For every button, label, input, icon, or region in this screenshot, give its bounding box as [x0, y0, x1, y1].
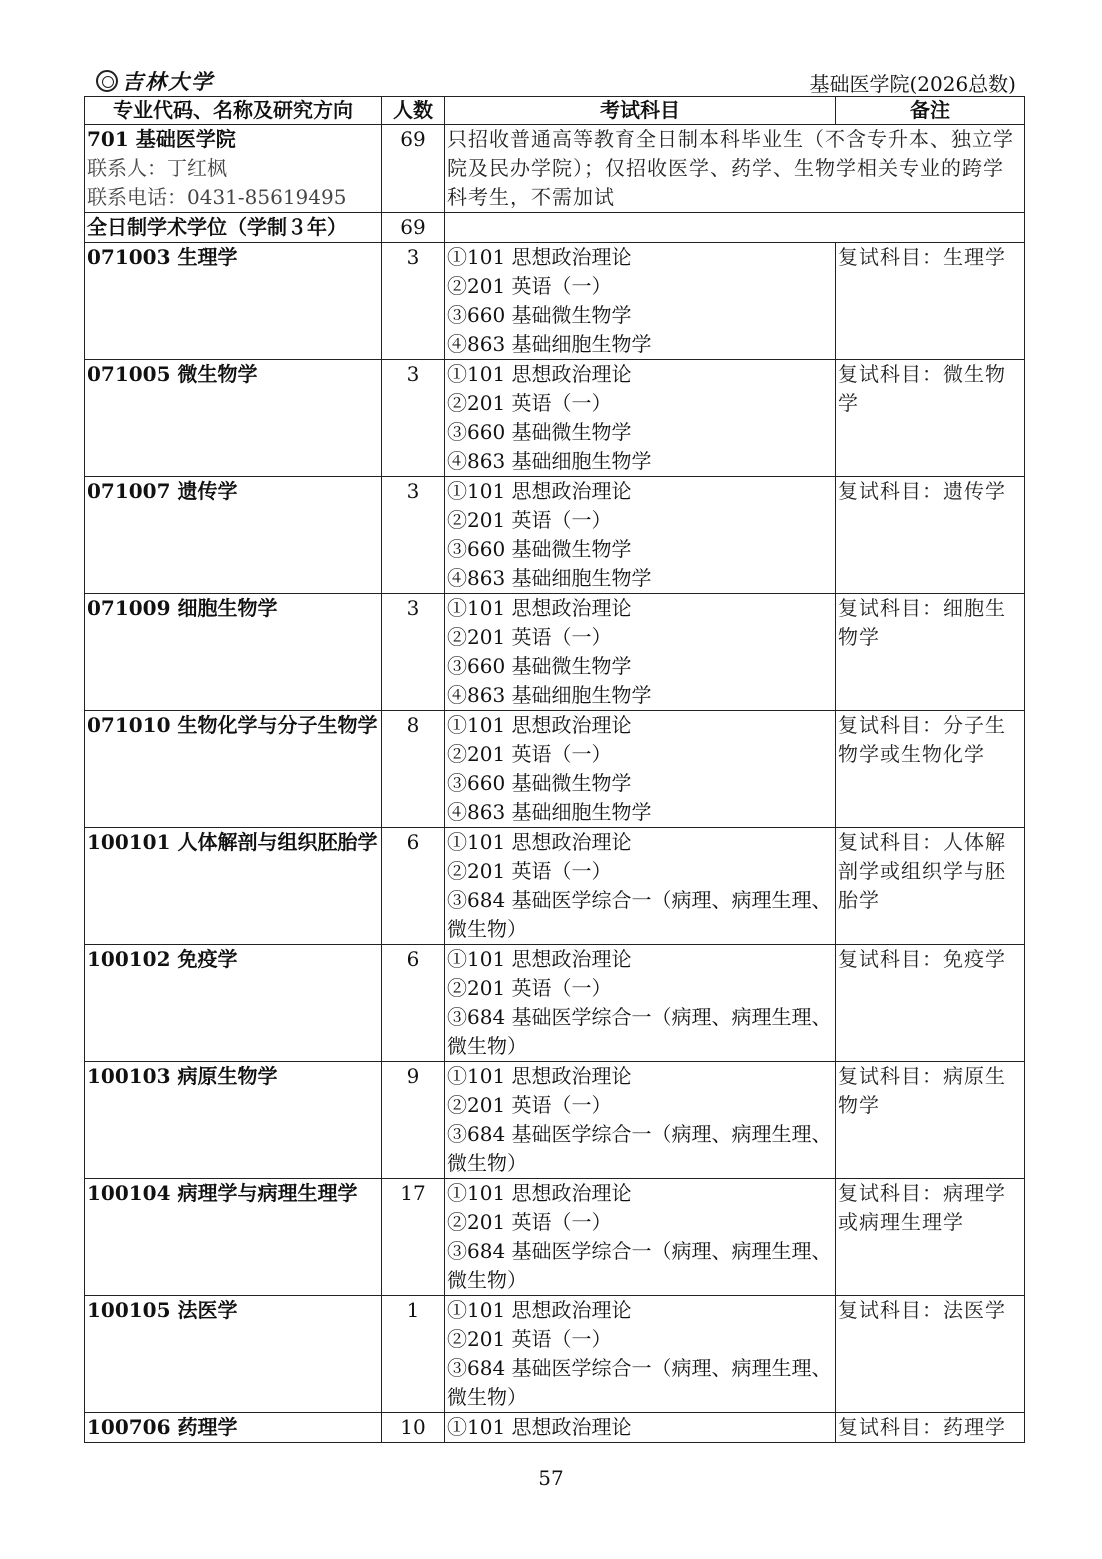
header-remark: 备注 [836, 97, 1025, 125]
college-title: 基础医学院(2026总数) [809, 72, 1016, 96]
exam-subject-item: ②201 英语（一） [447, 274, 612, 298]
logo-text: 吉林大学 [122, 69, 214, 94]
page-header [84, 66, 1018, 96]
exam-subject-item: ②201 英语（一） [447, 625, 612, 649]
exam-subject-item: ③660 基础微生物学 [447, 771, 632, 795]
exam-subjects [445, 360, 836, 477]
exam-subjects [445, 594, 836, 711]
major-code-name: 100105 法医学 [85, 1296, 382, 1413]
university-logo [96, 68, 214, 94]
enrollment-count: 3 [382, 477, 445, 594]
exam-subject-item: ②201 英语（一） [447, 976, 612, 1000]
table-row [85, 945, 1025, 1062]
table-row [85, 1296, 1025, 1413]
exam-subject-item: ③660 基础微生物学 [447, 303, 632, 327]
remark: 复试科目：药理学 [836, 1413, 1025, 1443]
enrollment-count: 6 [382, 945, 445, 1062]
enrollment-count: 3 [382, 360, 445, 477]
remark: 复试科目：生理学 [836, 243, 1025, 360]
exam-subject-item: ①101 思想政治理论 [447, 1298, 632, 1322]
exam-subject-item: ④863 基础细胞生物学 [447, 332, 652, 356]
program-row [85, 213, 1025, 243]
exam-subjects [445, 1062, 836, 1179]
exam-subject-item: ③684 基础医学综合一（病理、病理生理、微生物） [447, 1239, 832, 1292]
exam-subject-item: ③684 基础医学综合一（病理、病理生理、微生物） [447, 1356, 832, 1409]
exam-subject-item: ④863 基础细胞生物学 [447, 800, 652, 824]
table-row [85, 1062, 1025, 1179]
enrollment-count: 10 [382, 1413, 445, 1443]
program-empty [445, 213, 1025, 243]
exam-subject-item: ①101 思想政治理论 [447, 1181, 632, 1205]
exam-subjects [445, 828, 836, 945]
remark: 复试科目：分子生物学或生物化学 [836, 711, 1025, 828]
exam-subject-item: ①101 思想政治理论 [447, 596, 632, 620]
exam-subject-item: ③684 基础医学综合一（病理、病理生理、微生物） [447, 1005, 832, 1058]
table-row [85, 1179, 1025, 1296]
exam-subject-item: ①101 思想政治理论 [447, 830, 632, 854]
major-code-name: 071009 细胞生物学 [85, 594, 382, 711]
remark: 复试科目：免疫学 [836, 945, 1025, 1062]
exam-subject-item: ①101 思想政治理论 [447, 362, 632, 386]
college-count: 69 [382, 125, 445, 213]
table-row [85, 243, 1025, 360]
admissions-table [84, 96, 1025, 1443]
page-number: 57 [538, 1466, 564, 1490]
major-code-name: 100706 药理学 [85, 1413, 382, 1443]
major-code-name: 071003 生理学 [85, 243, 382, 360]
exam-subjects [445, 711, 836, 828]
exam-subjects [445, 1296, 836, 1413]
remark: 复试科目：法医学 [836, 1296, 1025, 1413]
major-code-name: 071010 生物化学与分子生物学 [85, 711, 382, 828]
exam-subject-item: ③660 基础微生物学 [447, 654, 632, 678]
exam-subjects [445, 243, 836, 360]
header-major: 专业代码、名称及研究方向 [85, 97, 382, 125]
major-code-name: 100103 病原生物学 [85, 1062, 382, 1179]
program-count: 69 [382, 213, 445, 243]
college-title-cell: 701 基础医学院 [87, 127, 236, 151]
exam-subject-item: ①101 思想政治理论 [447, 245, 632, 269]
exam-subject-item: ①101 思想政治理论 [447, 479, 632, 503]
exam-subject-item: ③660 基础微生物学 [447, 537, 632, 561]
exam-subject-item: ④863 基础细胞生物学 [447, 566, 652, 590]
exam-subject-item: ①101 思想政治理论 [447, 713, 632, 737]
enrollment-count: 6 [382, 828, 445, 945]
table-row [85, 594, 1025, 711]
exam-subjects [445, 1179, 836, 1296]
enrollment-count: 3 [382, 594, 445, 711]
enrollment-count: 8 [382, 711, 445, 828]
remark: 复试科目：病理学或病理生理学 [836, 1179, 1025, 1296]
exam-subject-item: ②201 英语（一） [447, 1210, 612, 1234]
exam-subject-item: ②201 英语（一） [447, 859, 612, 883]
exam-subject-item: ②201 英语（一） [447, 508, 612, 532]
major-code-name: 100102 免疫学 [85, 945, 382, 1062]
exam-subject-item: ④863 基础细胞生物学 [447, 449, 652, 473]
college-info [85, 125, 382, 213]
exam-subject-item: ②201 英语（一） [447, 1093, 612, 1117]
major-code-name: 100101 人体解剖与组织胚胎学 [85, 828, 382, 945]
exam-subject-item: ④863 基础细胞生物学 [447, 683, 652, 707]
exam-subject-item: ②201 英语（一） [447, 742, 612, 766]
college-phone: 联系电话：0431-85619495 [87, 185, 347, 209]
table-header-row [85, 97, 1025, 125]
exam-subjects [445, 945, 836, 1062]
exam-subject-item: ①101 思想政治理论 [447, 1415, 632, 1439]
exam-subjects [445, 477, 836, 594]
table-row [85, 711, 1025, 828]
major-code-name: 100104 病理学与病理生理学 [85, 1179, 382, 1296]
table-row [85, 1413, 1025, 1443]
program-title: 全日制学术学位（学制３年） [85, 213, 382, 243]
header-subjects: 考试科目 [445, 97, 836, 125]
college-row [85, 125, 1025, 213]
enrollment-count: 17 [382, 1179, 445, 1296]
university-seal-icon [96, 70, 118, 92]
exam-subject-item: ①101 思想政治理论 [447, 1064, 632, 1088]
remark: 复试科目：遗传学 [836, 477, 1025, 594]
remark: 复试科目：人体解剖学或组织学与胚胎学 [836, 828, 1025, 945]
header-count: 人数 [382, 97, 445, 125]
exam-subjects [445, 1413, 836, 1443]
exam-subject-item: ③660 基础微生物学 [447, 420, 632, 444]
major-code-name: 071007 遗传学 [85, 477, 382, 594]
table-row [85, 477, 1025, 594]
major-code-name: 071005 微生物学 [85, 360, 382, 477]
college-contact: 联系人：丁红枫 [87, 156, 227, 180]
exam-subject-item: ②201 英语（一） [447, 1327, 612, 1351]
table-row [85, 360, 1025, 477]
remark: 复试科目：病原生物学 [836, 1062, 1025, 1179]
exam-subject-item: ③684 基础医学综合一（病理、病理生理、微生物） [447, 888, 832, 941]
remark: 复试科目：细胞生物学 [836, 594, 1025, 711]
enrollment-count: 1 [382, 1296, 445, 1413]
college-note: 只招收普通高等教育全日制本科毕业生（不含专升本、独立学院及民办学院）；仅招收医学、药学、生物学相关专业的跨学科考生，不需加试 [445, 125, 1025, 213]
exam-subject-item: ②201 英语（一） [447, 391, 612, 415]
exam-subject-item: ①101 思想政治理论 [447, 947, 632, 971]
enrollment-count: 3 [382, 243, 445, 360]
enrollment-count: 9 [382, 1062, 445, 1179]
table-row [85, 828, 1025, 945]
remark: 复试科目：微生物学 [836, 360, 1025, 477]
exam-subject-item: ③684 基础医学综合一（病理、病理生理、微生物） [447, 1122, 832, 1175]
